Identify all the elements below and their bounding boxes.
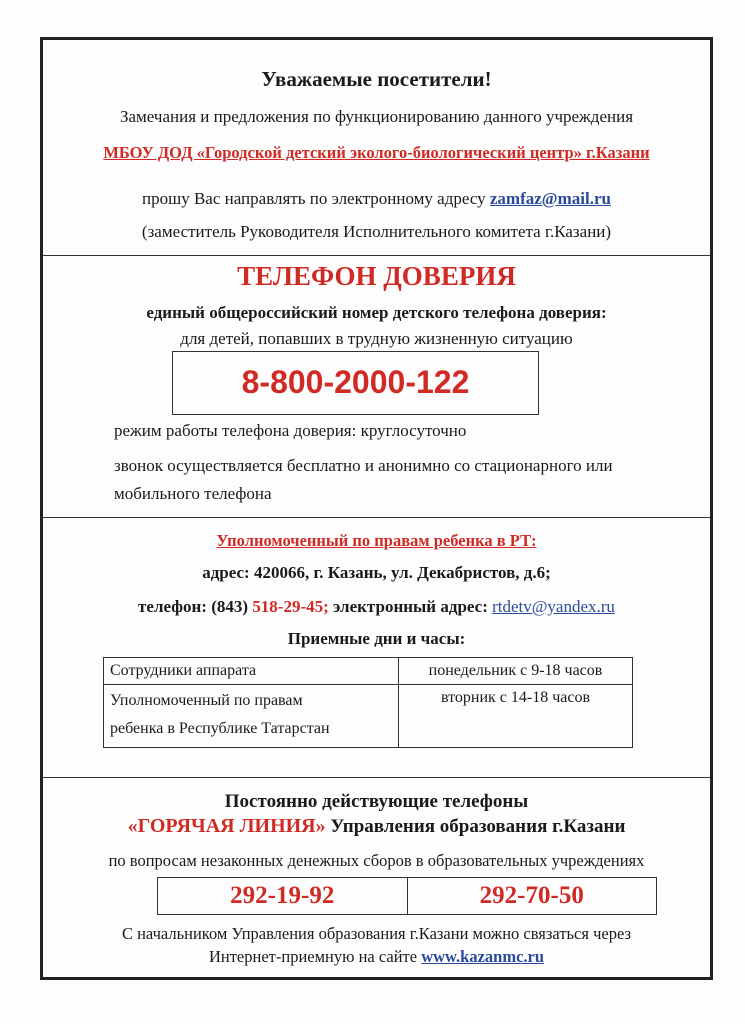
hotline-heading: Постоянно действующие телефоны — [224, 791, 529, 812]
notice-frame — [40, 37, 713, 980]
hotline-line3: по вопросам незаконных денежных сборов в образовательных учреждениях — [108, 851, 645, 870]
section-hotline — [43, 777, 710, 977]
hotline-phone-1[interactable]: 292-19-92 — [158, 878, 408, 914]
who-line: Уполномоченный по правам — [110, 692, 303, 709]
section-ombudsman — [43, 517, 710, 777]
hotline-footer1: С начальником Управления образования г.Казани можно связаться через — [121, 924, 632, 943]
reception-heading: Приемные дни и часы: — [287, 629, 466, 648]
email-label: электронный адрес: — [328, 597, 493, 616]
table-row — [104, 658, 633, 685]
hotline-suffix: Управления образования г.Казани — [325, 816, 626, 837]
visitors-line4: (заместитель Руководителя Исполнительного комитета г.Казани) — [141, 222, 612, 241]
ombudsman-heading: Уполномоченный по правам ребенка в РТ: — [216, 531, 537, 550]
hotline-title — [43, 815, 710, 838]
helpline-call2: мобильного телефона — [114, 484, 272, 503]
table-cell-who — [104, 685, 399, 748]
organization-name: МБОУ ДОД «Городской детский эколого-биологический центр» г.Казани — [103, 143, 650, 162]
site-link[interactable]: www.kazanmc.ru — [421, 947, 545, 966]
email-link[interactable]: zamfaz@mail.ru — [489, 189, 611, 208]
reception-table — [103, 657, 633, 748]
section-visitors — [43, 40, 710, 255]
helpline-phone-box — [172, 351, 539, 415]
ombudsman-phone[interactable]: 518-29-45; — [252, 597, 329, 616]
table-cell-who — [104, 658, 399, 685]
email-prefix: прошу Вас направлять по электронному адресу — [142, 189, 490, 208]
table-cell-when: вторник с 14-18 часов — [399, 685, 633, 748]
ombudsman-email-link[interactable]: rtdetv@yandex.ru — [492, 597, 615, 616]
ombudsman-contact — [43, 597, 710, 617]
helpline-call1: звонок осуществляется бесплатно и анонимно со стационарного или — [114, 456, 613, 475]
hotline-name: «ГОРЯЧАЯ ЛИНИЯ» — [127, 815, 326, 837]
helpline-line1: единый общероссийский номер детского телефона доверия: — [146, 303, 607, 322]
site-prefix: Интернет-приемную на сайте — [208, 947, 422, 966]
visitors-heading: Уважаемые посетители! — [261, 67, 492, 91]
hotline-phones-box — [157, 877, 657, 915]
who-line: Сотрудники аппарата — [110, 662, 257, 679]
visitors-email-line — [43, 189, 710, 209]
who-line: ребенка в Республике Татарстан — [110, 720, 330, 737]
helpline-mode: режим работы телефона доверия: круглосуточно — [114, 421, 467, 440]
helpline-line2: для детей, попавших в трудную жизненную ситуацию — [180, 329, 573, 348]
helpline-heading: ТЕЛЕФОН ДОВЕРИЯ — [237, 261, 516, 291]
helpline-phone[interactable]: 8-800-2000-122 — [241, 364, 470, 400]
table-row — [104, 685, 633, 748]
ombudsman-address: адрес: 420066, г. Казань, ул. Декабристов, д.6; — [202, 563, 551, 582]
table-cell-when: понедельник с 9-18 часов — [399, 658, 633, 685]
visitors-line1: Замечания и предложения по функционированию данного учреждения — [119, 107, 634, 126]
section-helpline — [43, 255, 710, 517]
hotline-footer2 — [43, 947, 710, 967]
phone-label: телефон: (843) — [138, 597, 253, 616]
hotline-phone-2[interactable]: 292-70-50 — [479, 882, 584, 909]
